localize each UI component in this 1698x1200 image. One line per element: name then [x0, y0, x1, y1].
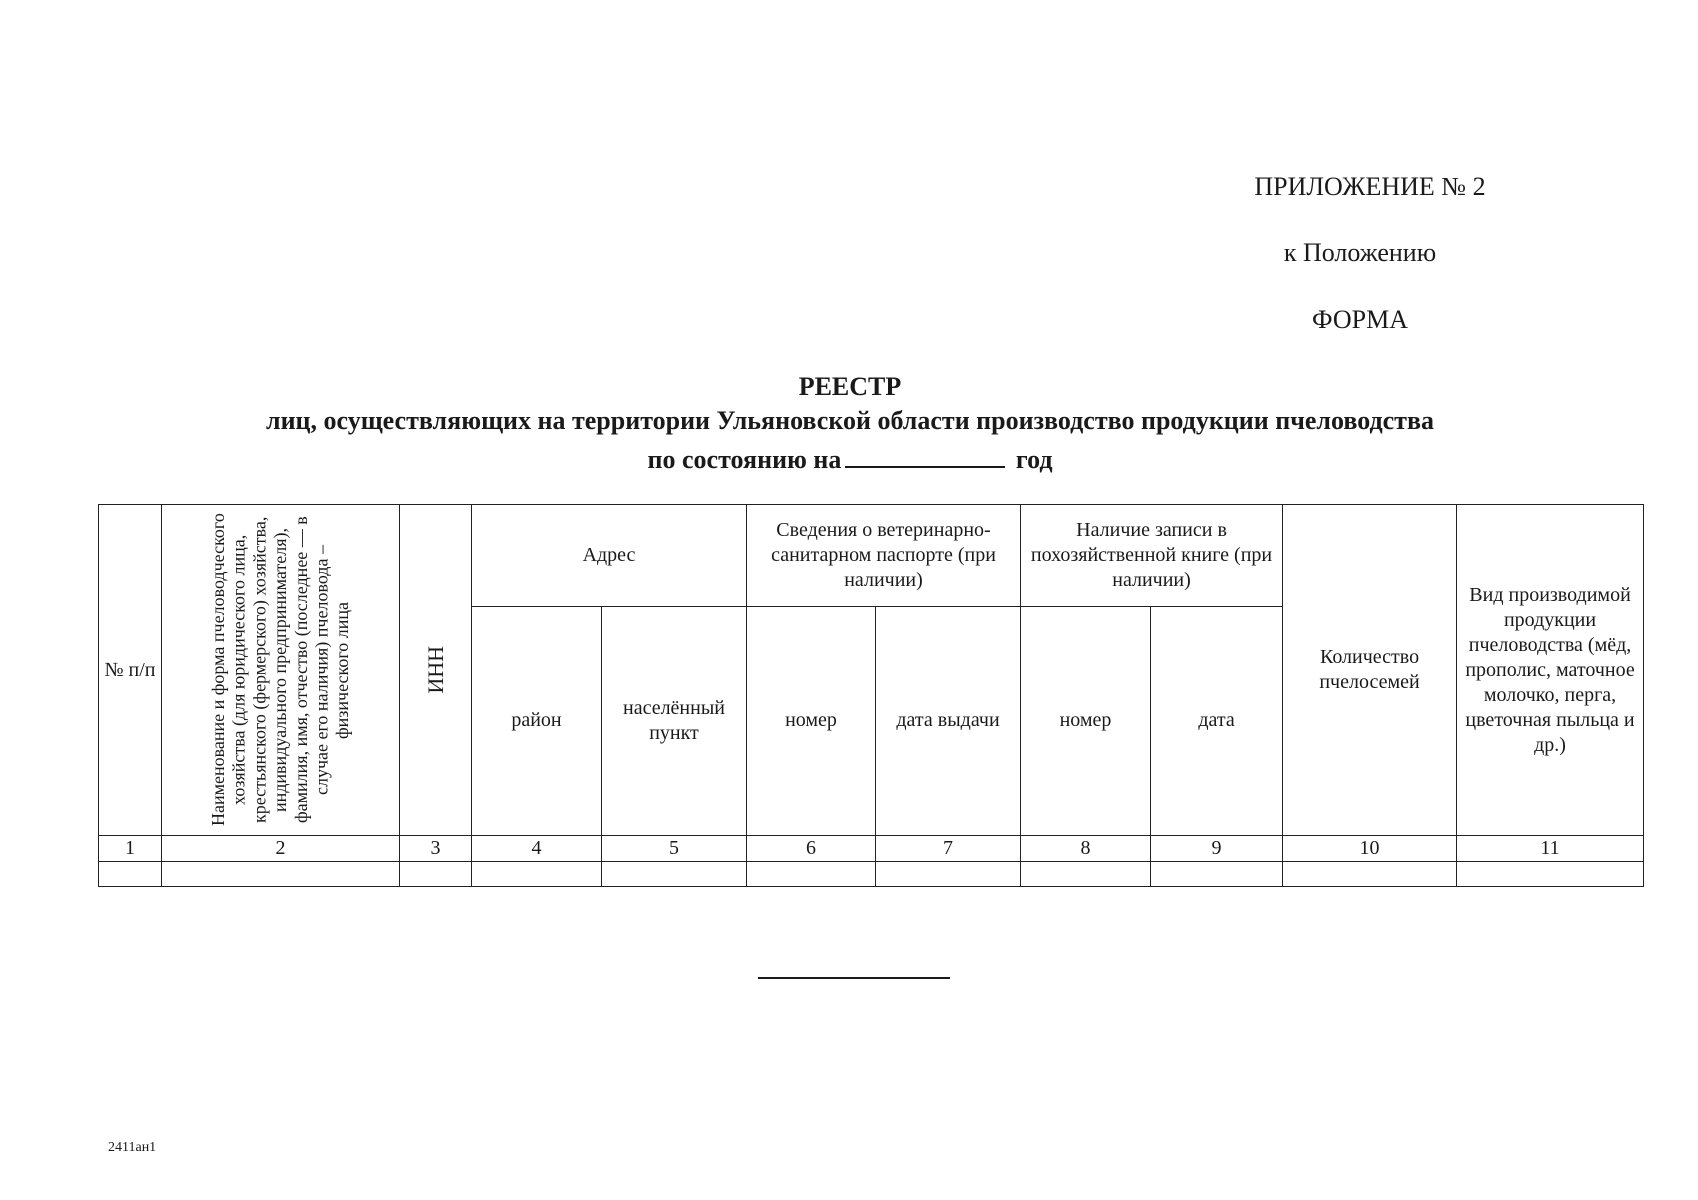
empty-cell[interactable]	[162, 862, 400, 887]
header-product: Вид производимой продукции пчеловодства (мёд, прополис, маточное молочко, перга, цветочная пыльца и др.)	[1457, 505, 1644, 836]
document-subtitle: лиц, осуществляющих на территории Ульяновской области производство продукции пчеловодства	[265, 406, 1434, 435]
empty-cell[interactable]	[99, 862, 162, 887]
date-suffix: год	[1015, 445, 1053, 474]
closing-rule	[758, 977, 950, 979]
header-inn	[400, 505, 472, 836]
column-number: 4	[472, 836, 602, 862]
header-record: Наличие записи в похозяйственной книге (при наличии)	[1021, 505, 1283, 607]
date-line	[100, 444, 1600, 475]
header-inn-text: ИНН	[422, 646, 448, 694]
empty-cell[interactable]	[1457, 862, 1644, 887]
form-label: ФОРМА	[1312, 305, 1408, 334]
empty-cell[interactable]	[747, 862, 876, 887]
empty-cell[interactable]	[1021, 862, 1151, 887]
date-prefix: по состоянию на	[647, 445, 842, 474]
document-title: РЕЕСТР	[798, 372, 902, 401]
header-passport: Сведения о ветеринарно-санитарном паспорте (при наличии)	[747, 505, 1021, 607]
registry-table	[98, 504, 1644, 887]
column-number: 8	[1021, 836, 1151, 862]
appendix-number: ПРИЛОЖЕНИЕ № 2	[1254, 172, 1486, 201]
header-name	[162, 505, 400, 836]
header-record-date: дата	[1151, 606, 1283, 835]
document-code: 2411ан1	[108, 1140, 157, 1155]
empty-cell[interactable]	[876, 862, 1021, 887]
empty-cell[interactable]	[1283, 862, 1457, 887]
header-district: район	[472, 606, 602, 835]
header-record-number: номер	[1021, 606, 1151, 835]
header-passport-date: дата выдачи	[876, 606, 1021, 835]
column-number: 10	[1283, 836, 1457, 862]
header-colonies: Количество пчелосемей	[1283, 505, 1457, 836]
column-number: 1	[99, 836, 162, 862]
header-locality: населённый пункт	[602, 606, 747, 835]
column-number: 2	[162, 836, 400, 862]
empty-cell[interactable]	[1151, 862, 1283, 887]
appendix-reference: к Положению	[1283, 238, 1437, 267]
header-passport-number: номер	[747, 606, 876, 835]
empty-cell[interactable]	[472, 862, 602, 887]
column-number-row	[99, 836, 1644, 862]
column-number: 7	[876, 836, 1021, 862]
empty-data-row	[99, 862, 1644, 887]
empty-cell[interactable]	[602, 862, 747, 887]
header-row-1	[99, 505, 1644, 607]
column-number: 11	[1457, 836, 1644, 862]
header-no: № п/п	[99, 505, 162, 836]
date-blank-field[interactable]	[845, 444, 1005, 468]
column-number: 5	[602, 836, 747, 862]
header-address: Адрес	[472, 505, 747, 607]
column-number: 9	[1151, 836, 1283, 862]
column-number: 6	[747, 836, 876, 862]
column-number: 3	[400, 836, 472, 862]
header-name-text: Наименование и форма пчеловодческого хозяйства (для юридического лица, крестьянского (фермерского) хозяйства, индивидуального предпринимателя), фамилия, имя, отчество (последнее — в случае его наличия) пчеловода – физического лица	[208, 513, 353, 827]
empty-cell[interactable]	[400, 862, 472, 887]
